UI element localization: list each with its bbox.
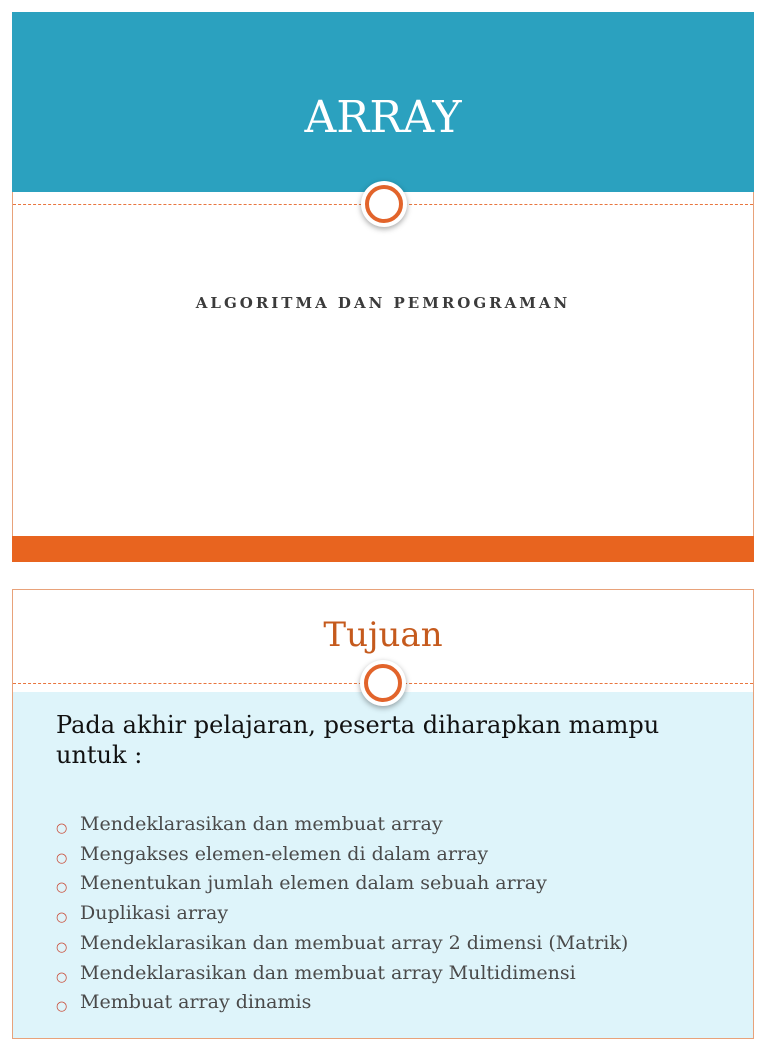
- list-item: [56, 840, 628, 870]
- list-item-text: Mendeklarasikan dan membuat array Multidimensi: [80, 961, 576, 984]
- circle-bullet-icon: ○: [56, 880, 68, 896]
- list-item-text: Menentukan jumlah elemen dalam sebuah array: [80, 872, 547, 895]
- slide-tujuan: [12, 589, 754, 1039]
- list-item: [56, 899, 628, 929]
- slide-title: Tujuan: [323, 615, 443, 655]
- objectives-list: [56, 810, 628, 1018]
- list-item: [56, 988, 628, 1018]
- list-item-text: Mengakses elemen-elemen di dalam array: [80, 842, 489, 865]
- circle-bullet-icon: ○: [56, 821, 68, 836]
- circle-bullet-icon: ○: [56, 850, 68, 866]
- list-item: [56, 959, 628, 989]
- circle-ornament-icon: [364, 664, 402, 702]
- circle-bullet-icon: ○: [56, 999, 68, 1015]
- list-item-text: Membuat array dinamis: [80, 991, 312, 1014]
- circle-ornament-icon: [365, 185, 403, 223]
- circle-bullet-icon: ○: [56, 969, 68, 985]
- slide-title: ARRAY: [304, 92, 462, 143]
- footer-band: [12, 536, 754, 562]
- list-item-text: Mendeklarasikan dan membuat array: [80, 813, 443, 835]
- list-item: [56, 810, 628, 840]
- list-item: [56, 869, 628, 899]
- list-item: [56, 929, 628, 959]
- intro-text: Pada akhir pelajaran, peserta diharapkan mampu untuk :: [56, 711, 660, 769]
- slide-array-title: [12, 12, 754, 562]
- circle-bullet-icon: ○: [56, 939, 68, 955]
- list-item-text: Mendeklarasikan dan membuat array 2 dimensi (Matrik): [80, 931, 629, 954]
- content-area: [13, 692, 753, 1038]
- circle-bullet-icon: ○: [56, 910, 68, 926]
- list-item-text: Duplikasi array: [80, 902, 229, 925]
- slide-subtitle: ALGORITMA DAN PEMROGRAMAN: [195, 294, 571, 312]
